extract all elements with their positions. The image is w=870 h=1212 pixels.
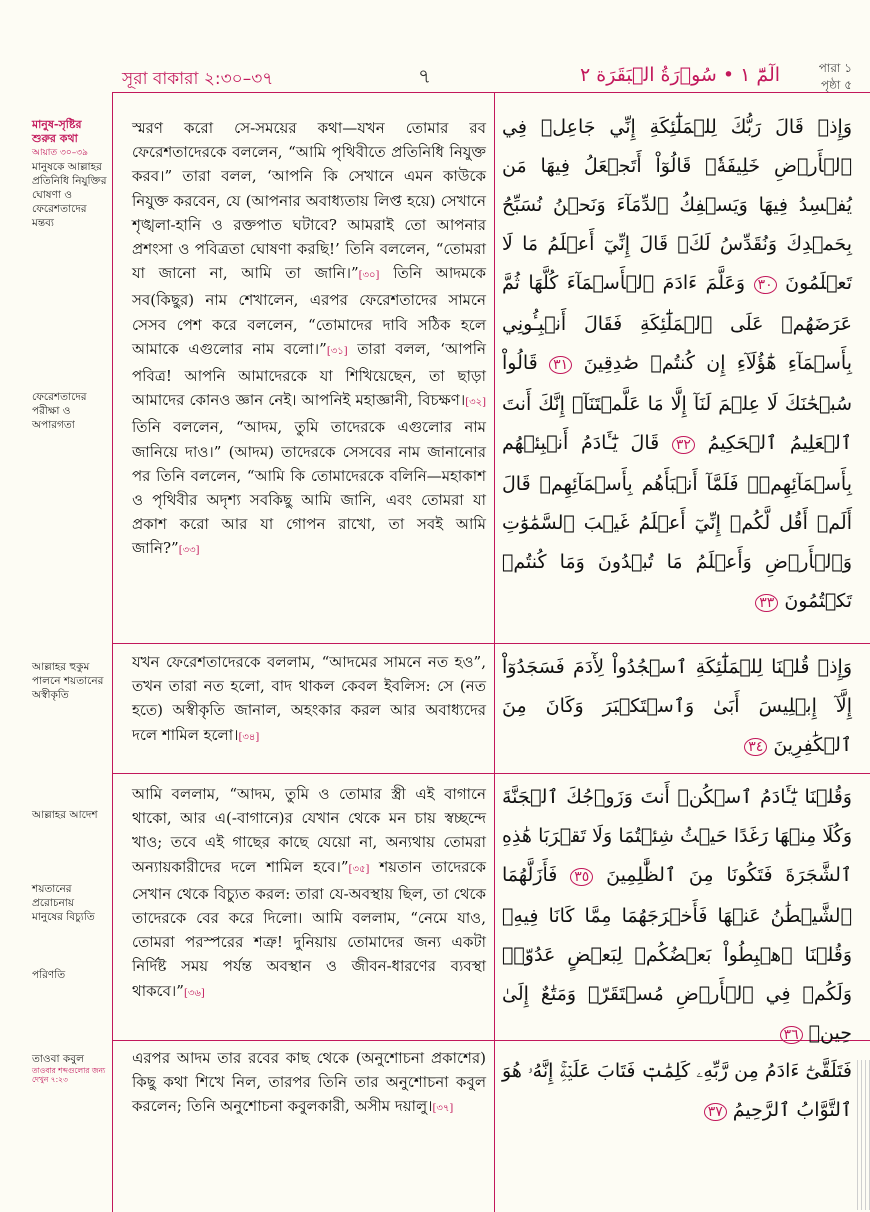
margin-note-consequence	[32, 968, 108, 982]
arabic-text: وَعَلَّمَ ءَادَمَ ٱلۡأَسۡمَآءَ كُلَّهَا ثُمَّ عَرَضَهُمۡ عَلَى ٱلۡمَلَٰٓئِكَةِ فَقَالَ أَنۢبِـُٔونِي بِأَسۡمَآءِ هَٰٓؤُلَآءِ إِن كُنتُمۡ صَٰدِقِينَ	[502, 272, 853, 374]
page-header	[0, 0, 870, 92]
margin-note-sub: আয়াত ৩০–৩৯	[32, 148, 88, 158]
margin-note-test	[32, 390, 108, 432]
arabic-block-30-33	[502, 108, 852, 623]
section-divider	[112, 773, 870, 774]
ayah-marker: ٣٢	[672, 436, 695, 454]
header-rule	[112, 92, 870, 93]
arabic-block-35-36	[502, 778, 852, 1055]
arabic-block-37	[502, 1052, 852, 1132]
ayah-marker: ٣٧	[704, 1103, 727, 1121]
ayah-marker: ٣٠	[754, 276, 777, 294]
ayah-marker: ٣١	[549, 356, 572, 374]
translation-text: যখন ফেরেশতাদেরকে বললাম, “আদমের সামনে নত হও”, তখন তারা নত হলো, বাদ থাকল কেবল ইবলিস: সে (নত হতে) অস্বীকৃতি জানাল, অহংকার করল আর অবাধ্যদের দলে শামিল হলো।	[132, 653, 486, 744]
margin-note-body: ফেরেশতাদের পরীক্ষা ও অপারগতা	[32, 391, 87, 431]
margin-note-title: মানুষ-সৃষ্টির শুরুর কথা	[32, 118, 82, 145]
ayah-marker: ٣٦	[780, 1026, 803, 1044]
verse-number: [৩২]	[465, 397, 486, 409]
translation-text: তারা বলল, ‘আপনি পবিত্র! আপনি আমাদেরকে যা শিখিয়েছেন, তা ছাড়া আমাদের কোনও জ্ঞান নেই। আপনিই মহাজ্ঞানী, বিচক্ষণ।	[132, 339, 486, 410]
translation-block-34	[132, 650, 486, 750]
ayah-marker: ٣٣	[755, 594, 778, 612]
translation-text: তিনি আদমকে সব(কিছুর) নাম শেখালেন, এরপর ফেরেশতাদের সামনে সেসব পেশ করে বললেন, “তোমাদের দাবি সঠিক হলে আমাকে এগুলোর নাম বলো।”	[132, 264, 486, 358]
margin-note-command	[32, 808, 108, 822]
surah-label: সূরা বাকারা ২:৩০–৩৭	[122, 69, 274, 89]
column-divider	[494, 92, 495, 1212]
para-label: পারা ১	[818, 61, 852, 75]
arabic-text: قَالُواْ سُبۡحَٰنَكَ لَا عِلۡمَ لَنَآ إِلَّا مَا عَلَّمۡتَنَآۖ إِنَّكَ أَنتَ ٱلۡعَلِيمُ ٱلۡحَكِيمُ	[502, 352, 852, 454]
margin-note-deviation	[32, 882, 108, 924]
verse-number: [৩৫]	[348, 863, 370, 875]
page-number: ৭	[418, 64, 432, 88]
translation-text: তিনি বললেন, “আদম, তুমি তাদেরকে এগুলোর নাম জানিয়ে দাও।” (আদম) তাদেরকে সেসবের নাম জানানোর পর তিনি বললেন, “আমি কি তোমাদেরকে বলিনি—মহাকাশ ও পৃথিবীর অদৃশ্য সবকিছু আমি জানি, এবং তোমরা যা প্রকাশ করো আর যা গোপন রাখো, তা সবই আমি জানি?”	[132, 418, 486, 558]
verse-number: [৩১]	[326, 345, 348, 357]
page-edge-decoration	[854, 1060, 870, 1210]
arabic-surah-title: الٓمّٓ ١ • سُوۡرَةُ الۡبَقَرَة ٢	[580, 64, 781, 86]
arabic-text: وَإِذۡ قَالَ رَبُّكَ لِلۡمَلَٰٓئِكَةِ إِنِّي جَاعِلٞ فِي ٱلۡأَرۡضِ خَلِيفَةٗۖ قَالُوٓاْ أَتَجۡعَلُ فِيهَا مَن يُفۡسِدُ فِيهَا وَيَسۡفِكُ ٱلدِّمَآءَ وَنَحۡنُ نُسَبِّحُ بِحَمۡدِكَ وَنُقَدِّسُ لَكَۖ قَالَ إِنِّيٓ أَعۡلَمُ مَا لَا تَعۡلَمُونَ	[502, 116, 853, 294]
verse-number: [৩৭]	[432, 1103, 454, 1115]
arabic-text: قَالَ يَٰٓـَٔادَمُ أَنۢبِئۡهُم بِأَسۡمَآئِهِمۡۖ فَلَمَّآ أَنۢبَأَهُم بِأَسۡمَآئِهِمۡ قَالَ أَلَمۡ أَقُل لَّكُمۡ إِنِّيٓ أَعۡلَمُ غَيۡبَ ٱلسَّمَٰوَٰتِ وَٱلۡأَرۡضِ وَأَعۡلَمُ مَا تُبۡدُونَ وَمَا كُنتُمۡ تَكۡتُمُونَ	[502, 432, 852, 612]
section-divider	[112, 643, 870, 644]
translation-block-30-33	[132, 116, 486, 564]
page-label: পৃষ্ঠা ৫	[820, 78, 852, 92]
margin-note-creation	[32, 118, 108, 230]
para-info	[819, 60, 852, 94]
arabic-text: وَقُلۡنَا يَٰٓـَٔادَمُ ٱسۡكُنۡ أَنتَ وَزَوۡجُكَ ٱلۡجَنَّةَ وَكُلَا مِنۡهَا رَغَدًا حَيۡثُ شِئۡتُمَا وَلَا تَقۡرَبَا هَٰذِهِ ٱلشَّجَرَةَ فَتَكُونَا مِنَ ٱلظَّٰلِمِينَ	[502, 786, 853, 886]
ayah-marker: ٣٤	[744, 738, 767, 756]
arabic-text: فَأَزَلَّهُمَا ٱلشَّيۡطَٰنُ عَنۡهَا فَأَخۡرَجَهُمَا مِمَّا كَانَا فِيهِۖ وَقُلۡنَا ٱهۡبِطُواْ بَعۡضُكُمۡ لِبَعۡضٍ عَدُوّٞۖ وَلَكُمۡ فِي ٱلۡأَرۡضِ مُسۡتَقَرّٞ وَمَتَٰعٌ إِلَىٰ حِينٖ	[502, 864, 852, 1044]
verse-number: [৩৩]	[178, 545, 200, 557]
translation-text: শয়তান তাদেরকে সেখান থেকে বিচ্যুত করল: তারা যে-অবস্থায় ছিল, তা থেকে তাদেরকে বের করে দিলো। আমি বললাম, “নেমে যাও, তোমরা পরস্পরের শত্রু! দুনিয়ায় তোমাদের জন্য একটা নির্দিষ্ট সময় পর্যন্ত অবস্থান ও জীবন-ধারণের ব্যবস্থা থাকবে।”	[132, 857, 486, 1000]
verse-number: [৩৬]	[183, 987, 205, 999]
margin-note-body: পরিণতি	[32, 969, 66, 981]
margin-note-refusal	[32, 660, 108, 702]
margin-note-repentance	[32, 1052, 108, 1084]
margin-note-body: আল্লাহর হুকুম পালনে শয়তানের অস্বীকৃতি	[32, 661, 104, 701]
verse-number: [৩০]	[358, 270, 380, 282]
margin-divider	[112, 92, 113, 1212]
margin-note-body: মানুষকে আল্লাহর প্রতিনিধি নিযুক্তির ঘোষণা ও ফেরেশতাদের মন্তব্য	[32, 161, 107, 229]
arabic-block-34	[502, 648, 852, 767]
translation-text: আমি বললাম, “আদম, তুমি ও তোমার স্ত্রী এই বাগানে থাকো, আর এ(-বাগানে)র যেখান থেকে মন চায় স্বচ্ছন্দে খাও; তবে এই গাছের কাছে যেয়ো না, অন্যথায় তোমরা অন্যায়কারীদের দলে শামিল হবে।”	[132, 785, 486, 876]
translation-block-35-36	[132, 782, 486, 1006]
verse-number: [৩৪]	[238, 731, 260, 743]
translation-text: এরপর আদম তার রবের কাছ থেকে (অনুশোচনা প্রকাশের) কিছু কথা শিখে নিল, তারপর তিনি তার অনুশোচনা কবুল করলেন; তিনি অনুশোচনা কবুলকারী, অসীম দয়ালু।	[132, 1049, 486, 1116]
arabic-text: فَتَلَقَّىٰٓ ءَادَمُ مِن رَّبِّهِۦ كَلِمَٰتٖ فَتَابَ عَلَيۡهِۚ إِنَّهُۥ هُوَ ٱلتَّوَّابُ ٱلرَّحِيمُ	[502, 1060, 852, 1121]
arabic-text: وَإِذۡ قُلۡنَا لِلۡمَلَٰٓئِكَةِ ٱسۡجُدُواْ لِأٓدَمَ فَسَجَدُوٓاْ إِلَّآ إِبۡلِيسَ أَبَىٰ وَٱسۡتَكۡبَرَ وَكَانَ مِنَ ٱلۡكَٰفِرِينَ	[502, 656, 852, 756]
margin-note-body: আল্লাহর আদেশ	[32, 809, 98, 821]
ayah-marker: ٣٥	[570, 868, 593, 886]
translation-text: স্মরণ করো সে-সময়ের কথা—যখন তোমার রব ফেরেশতাদেরকে বললেন, “আমি পৃথিবীতে প্রতিনিধি নিযুক্ত করব।” তারা বলল, ‘আপনি কি সেখানে এমন কাউকে নিযুক্ত করবেন, যে (আপনার অবাধ্যতায় লিপ্ত হয়ে) সেখানে শৃঙ্খলা-হানি ও রক্তপাত ঘটাবে? আমরাই তো আপনার প্রশংসা ও পবিত্রতা ঘোষণা করছি!’ তিনি বললেন, “তোমরা যা জানো না, আমি তা জানি।”	[132, 119, 486, 283]
margin-note-body: শয়তানের প্ররোচনায় মানুষের বিচ্যুতি	[32, 883, 95, 923]
translation-block-37	[132, 1046, 486, 1122]
margin-note-reference: তাওবার শব্দগুলোর জন্য দেখুন ৭:২৩	[32, 1066, 106, 1084]
margin-note-body: তাওবা কবুল	[32, 1053, 84, 1065]
